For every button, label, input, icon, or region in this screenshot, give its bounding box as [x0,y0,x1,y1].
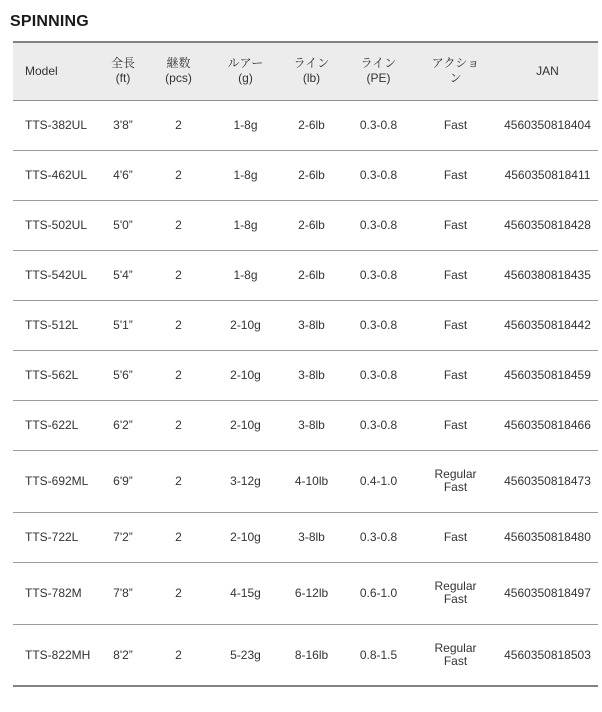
cell-pieces: 2 [175,368,182,382]
cell-line-lb: 4-10lb [294,474,329,488]
header-line: 継数 [166,56,191,71]
cell-lure: 2-10g [230,318,261,332]
action-text: Fast [443,368,468,383]
cell-model: TTS-822MH [25,647,91,662]
cell-jan: 4560350818442 [504,318,591,332]
spec-table [13,41,598,687]
cell-pieces: 2 [175,168,182,182]
table-row [13,300,598,350]
table-row [13,250,598,300]
cell-pieces: 2 [175,218,182,232]
header-line: ルアー [227,56,264,71]
cell-lure: 2-10g [230,368,261,382]
table-body [13,100,598,686]
cell-jan: 4560350818459 [504,368,591,382]
cell-line-lb: 2-6lb [298,218,325,232]
cell-action [414,512,497,562]
header-line: Model [25,63,58,78]
cell-model: TTS-722L [25,530,79,544]
cell-jan: 4560350818411 [504,168,591,182]
table-row [13,200,598,250]
action-text: Fast [443,418,468,433]
cell-line-lb: 2-6lb [298,268,325,282]
cell-line-pe: 0.3-0.8 [359,168,398,182]
cell-lure: 4-15g [230,586,261,600]
header-line: (lb) [302,71,321,86]
cell-lure: 1-8g [233,168,258,182]
col-header-model [13,42,100,100]
cell-line-lb: 3-8lb [298,418,325,432]
cell-action [414,562,497,624]
cell-pieces: 2 [175,418,182,432]
cell-action [414,300,497,350]
cell-action [414,624,497,686]
page-title: SPINNING [10,13,89,30]
cell-model: TTS-562L [25,368,79,382]
cell-line-lb: 2-6lb [298,168,325,182]
header-line: JAN [536,63,559,78]
cell-line-lb: 2-6lb [298,118,325,132]
cell-lure: 5-23g [230,647,261,662]
cell-pieces: 2 [175,118,182,132]
table-row [13,400,598,450]
col-header-length [100,42,146,100]
col-header-lure [211,42,280,100]
cell-pieces: 2 [175,530,182,544]
cell-jan: 4560350818497 [504,586,591,600]
cell-action [414,450,497,512]
cell-line-lb: 3-8lb [298,530,325,544]
cell-length: 5'4” [113,268,133,282]
cell-line-pe: 0.3-0.8 [359,318,398,332]
cell-line-pe: 0.3-0.8 [359,418,398,432]
cell-line-pe: 0.3-0.8 [359,268,398,282]
col-header-jan [497,42,598,100]
cell-lure: 3-12g [230,474,261,488]
cell-action [414,350,497,400]
cell-model: TTS-542UL [25,268,88,282]
table-row [13,624,598,686]
cell-model: TTS-502UL [25,218,88,232]
cell-line-lb: 6-12lb [294,586,329,600]
table-row [13,562,598,624]
cell-jan: 4560350818466 [504,418,591,432]
cell-lure: 2-10g [230,418,261,432]
table-row [13,512,598,562]
table-row [13,150,598,200]
cell-lure: 1-8g [233,118,258,132]
action-text: Fast [443,318,468,333]
cell-pieces: 2 [175,474,182,488]
action-text: Fast [443,168,468,183]
cell-model: TTS-462UL [25,168,88,182]
cell-length: 6'2” [113,418,133,432]
cell-jan: 4560350818480 [504,530,591,544]
cell-jan: 4560350818404 [504,118,591,132]
cell-jan: 4560350818473 [504,474,591,488]
cell-jan: 4560350818428 [504,218,591,232]
cell-jan: 4560380818435 [504,268,591,282]
cell-length: 4'6” [113,168,133,182]
header-line: ライン [293,56,330,71]
cell-model: TTS-622L [25,418,79,432]
header-line: アクショ [431,56,480,71]
action-text: Regular Fast [434,467,477,494]
col-header-line-lb [280,42,343,100]
header-line: (PE) [366,71,391,86]
cell-length: 7'2” [113,530,133,544]
cell-model: TTS-382UL [25,118,88,132]
cell-jan: 4560350818503 [504,647,591,662]
cell-line-pe: 0.8-1.5 [359,647,398,662]
col-header-line-pe [343,42,414,100]
action-text: Regular Fast [434,640,477,668]
cell-pieces: 2 [175,318,182,332]
cell-length: 8'2” [113,647,133,662]
col-header-action [414,42,497,100]
cell-line-lb: 3-8lb [298,368,325,382]
cell-line-pe: 0.3-0.8 [359,368,398,382]
cell-line-lb: 3-8lb [298,318,325,332]
cell-model: TTS-782M [25,586,82,600]
cell-pieces: 2 [175,586,182,600]
cell-length: 5'1” [113,318,133,332]
cell-length: 7'8” [113,586,133,600]
cell-lure: 1-8g [233,218,258,232]
cell-length: 5'6” [113,368,133,382]
table-header [13,42,598,100]
cell-pieces: 2 [175,268,182,282]
cell-model: TTS-512L [25,318,79,332]
action-text: Fast [443,118,468,133]
cell-length: 6'9” [113,474,133,488]
cell-length: 5'0” [113,218,133,232]
cell-line-pe: 0.3-0.8 [359,118,398,132]
header-row [13,42,598,100]
cell-line-lb: 8-16lb [294,647,329,662]
header-line: (pcs) [165,71,192,86]
cell-line-pe: 0.3-0.8 [359,530,398,544]
cell-line-pe: 0.4-1.0 [359,474,398,488]
cell-action [414,100,497,150]
cell-line-pe: 0.3-0.8 [359,218,398,232]
header-line: ライン [360,56,397,71]
col-header-pieces [146,42,211,100]
cell-action [414,250,497,300]
header-line: (ft) [115,71,131,86]
cell-model: TTS-692ML [25,474,89,488]
action-text: Fast [443,268,468,283]
action-text: Regular Fast [434,579,477,606]
cell-pieces: 2 [175,647,182,662]
cell-line-pe: 0.6-1.0 [359,586,398,600]
header-line: 全長 [110,56,135,71]
cell-action [414,400,497,450]
cell-lure: 2-10g [230,530,261,544]
header-line: (g) [238,71,253,86]
cell-length: 3'8” [113,118,133,132]
cell-action [414,200,497,250]
table-row [13,450,598,512]
cell-lure: 1-8g [233,268,258,282]
cell-action [414,150,497,200]
table-row [13,100,598,150]
action-text: Fast [443,530,468,545]
header-line: ン [449,71,462,86]
action-text: Fast [443,218,468,233]
table-row [13,350,598,400]
